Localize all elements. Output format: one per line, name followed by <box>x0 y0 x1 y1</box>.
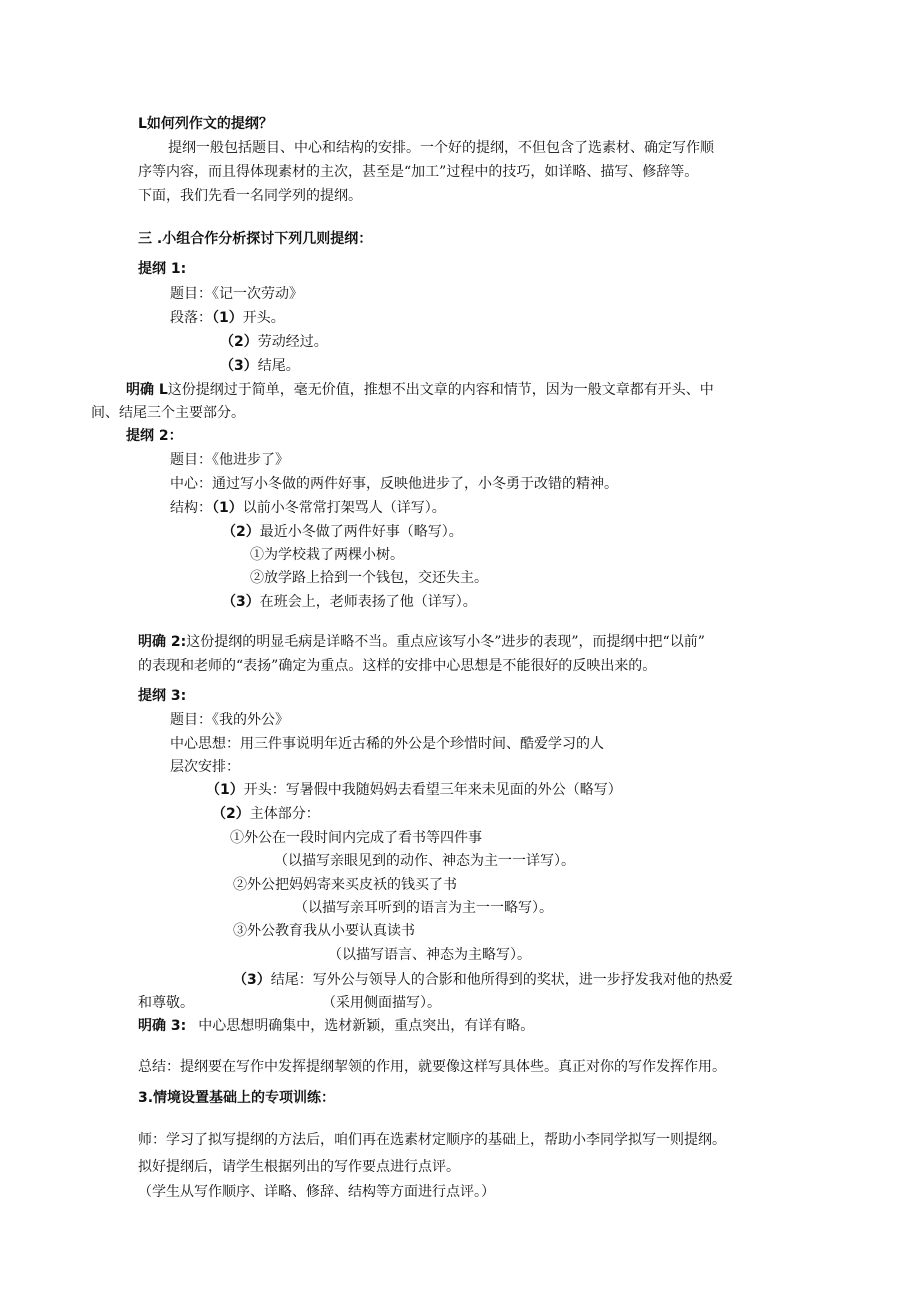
outline-2-comment: 明确 2:这份提纲的明显毛病是详略不当。重点应该写小冬”进步的表现”，而提纲中把“以前” <box>138 634 705 650</box>
outline-3-item-1: （1）开头：写暑假中我随妈妈去看望三年来未见面的外公（略写） <box>206 782 622 798</box>
summary-line: 总结：提纲要在写作中发挥提纲挈领的作用，就要像这样写具体些。真正对你的写作发挥作用。 <box>138 1059 726 1075</box>
outline-1-item-3: （3）结尾。 <box>220 358 300 374</box>
section-heading-group-analysis: 三 .小组合作分析探讨下列几则提纲： <box>138 231 373 247</box>
outline-1-label: 提纲 1: <box>138 261 187 277</box>
outline-1-title: 题目：《记一次劳动》 <box>170 286 303 302</box>
teacher-line-cont: 拟好提纲后，请学生根据列出的写作要点进行点评。 <box>138 1159 460 1175</box>
paragraph-line: 提纲一般包括题目、中心和结构的安排。一个好的提纲，不但包含了选素材、确定写作顺 <box>168 140 714 156</box>
paragraph-line: 下面，我们先看一名同学列的提纲。 <box>138 188 362 204</box>
outline-3-sub-1: ①外公在一段时间内完成了看书等四件事 <box>230 830 482 846</box>
outline-1-paragraphs: 段落：（1）开头。 <box>170 310 285 326</box>
outline-1-comment: 明确 L这份提纲过于简单，毫无价值，推想不出文章的内容和情节，因为一般文章都有开头、中 <box>126 382 714 398</box>
outline-2-title: 题目：《他进步了》 <box>170 452 289 468</box>
outline-2-label: 提纲 2： <box>126 428 183 444</box>
outline-2-structure: 结构：（1）以前小冬常常打架骂人（详写）。 <box>170 500 446 516</box>
outline-3-title: 题目：《我的外公》 <box>170 712 289 728</box>
outline-3-item-3: （3）结尾：写外公与领导人的合影和他所得到的奖状，进一步抒发我对他的热爱 <box>233 972 733 988</box>
outline-3-sub-2: ②外公把妈妈寄来买皮袄的钱买了书 <box>233 877 457 893</box>
teacher-line: 师：学习了拟写提纲的方法后，咱们再在选素材定顺序的基础上，帮助小李同学拟写一则提纲。 <box>138 1132 726 1148</box>
outline-3-item-2: （2）主体部分： <box>212 806 320 822</box>
paragraph-line: 序等内容，而且得体现素材的主次，甚至是“加工”过程中的技巧，如详略、描写、修辞等。 <box>138 164 699 180</box>
outline-3-label: 提纲 3: <box>138 688 187 704</box>
outline-2-comment-cont: 的表现和老师的“表扬”确定为重点。这样的安排中心思想是不能很好的反映出来的。 <box>138 658 657 674</box>
section-heading-scenario-training: 3.情境设置基础上的专项训练： <box>138 1090 336 1106</box>
outline-2-item-2: （2）最近小冬做了两件好事（略写）。 <box>222 524 463 540</box>
outline-3-sub-2-note: （以描写亲耳听到的语言为主一一略写）。 <box>294 900 553 916</box>
section-heading-outline-method: L如何列作文的提纲？ <box>138 116 273 132</box>
outline-3-item-3-cont: 和尊敬。 <box>138 995 194 1011</box>
outline-2-sub-1: ①为学校栽了两棵小树。 <box>250 547 404 563</box>
outline-3-center: 中心思想：用三件事说明年近古稀的外公是个珍惜时间、酷爱学习的人 <box>170 736 604 752</box>
outline-3-sub-3-note: （以描写语言、神态为主略写）。 <box>328 947 531 963</box>
outline-3-item-3-note: （采用侧面描写）。 <box>322 995 441 1011</box>
outline-1-item-2: （2）劳动经过。 <box>220 334 328 350</box>
outline-2-center: 中心：通过写小冬做的两件好事，反映他进步了，小冬勇于改错的精神。 <box>170 476 618 492</box>
outline-2-sub-2: ②放学路上拾到一个钱包，交还失主。 <box>250 570 488 586</box>
outline-1-comment-cont: 间、结尾三个主要部分。 <box>91 405 245 421</box>
outline-3-levels: 层次安排： <box>170 759 240 775</box>
outline-2-item-3: （3）在班会上，老师表扬了他（详写）。 <box>222 594 477 610</box>
student-note: （学生从写作顺序、详略、修辞、结构等方面进行点评。） <box>138 1184 495 1200</box>
outline-3-sub-1-note: （以描写亲眼见到的动作、神态为主一一详写）。 <box>274 853 575 869</box>
outline-3-comment: 明确 3: 中心思想明确集中，选材新颖，重点突出，有详有略。 <box>138 1018 535 1034</box>
outline-3-sub-3: ③外公教育我从小要认真读书 <box>233 923 415 939</box>
